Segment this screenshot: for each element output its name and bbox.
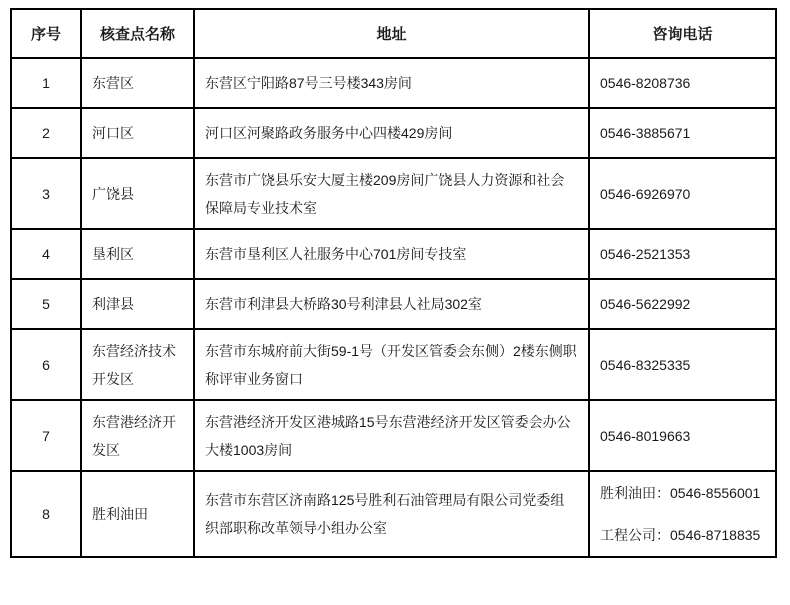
cell-serial: 1 <box>11 58 81 108</box>
header-row <box>11 9 776 58</box>
cell-serial: 6 <box>11 329 81 400</box>
cell-serial: 7 <box>11 400 81 471</box>
cell-name: 垦利区 <box>81 229 194 279</box>
cell-name: 东营经济技术开发区 <box>81 329 194 400</box>
cell-phone: 0546-8019663 <box>589 400 776 471</box>
cell-phone: 0546-6926970 <box>589 158 776 229</box>
cell-serial: 4 <box>11 229 81 279</box>
cell-phone: 0546-3885671 <box>589 108 776 158</box>
cell-serial: 3 <box>11 158 81 229</box>
table-row <box>11 229 776 279</box>
cell-address: 东营市广饶县乐安大厦主楼209房间广饶县人力资源和社会保障局专业技术室 <box>194 158 589 229</box>
cell-serial: 5 <box>11 279 81 329</box>
cell-serial: 8 <box>11 471 81 557</box>
cell-phone <box>589 471 776 557</box>
cell-name: 东营区 <box>81 58 194 108</box>
cell-phone: 0546-8208736 <box>589 58 776 108</box>
table-row <box>11 400 776 471</box>
cell-address: 东营市利津县大桥路30号利津县人社局302室 <box>194 279 589 329</box>
cell-phone: 0546-2521353 <box>589 229 776 279</box>
cell-phone: 0546-5622992 <box>589 279 776 329</box>
cell-name: 东营港经济开发区 <box>81 400 194 471</box>
cell-phone: 0546-8325335 <box>589 329 776 400</box>
cell-name: 利津县 <box>81 279 194 329</box>
cell-address: 河口区河聚路政务服务中心四楼429房间 <box>194 108 589 158</box>
table-row <box>11 58 776 108</box>
cell-address: 东营市东营区济南路125号胜利石油管理局有限公司党委组织部职称改革领导小组办公室 <box>194 471 589 557</box>
header-name: 核查点名称 <box>81 9 194 58</box>
cell-address: 东营市垦利区人社服务中心701房间专技室 <box>194 229 589 279</box>
phone-line-engineering-company: 工程公司：0546-8718835 <box>600 527 761 543</box>
cell-address: 东营区宁阳路87号三号楼343房间 <box>194 58 589 108</box>
phone-line-shengli-oilfield: 胜利油田：0546-8556001 <box>600 485 761 501</box>
cell-name: 河口区 <box>81 108 194 158</box>
table-row <box>11 279 776 329</box>
table-row <box>11 108 776 158</box>
cell-name: 广饶县 <box>81 158 194 229</box>
header-address: 地址 <box>194 9 589 58</box>
table-row <box>11 471 776 557</box>
cell-name: 胜利油田 <box>81 471 194 557</box>
cell-serial: 2 <box>11 108 81 158</box>
table-row <box>11 158 776 229</box>
verification-points-table <box>10 8 777 558</box>
header-serial: 序号 <box>11 9 81 58</box>
table-row <box>11 329 776 400</box>
header-phone: 咨询电话 <box>589 9 776 58</box>
cell-address: 东营港经济开发区港城路15号东营港经济开发区管委会办公大楼1003房间 <box>194 400 589 471</box>
cell-address: 东营市东城府前大街59-1号（开发区管委会东侧）2楼东侧职称评审业务窗口 <box>194 329 589 400</box>
